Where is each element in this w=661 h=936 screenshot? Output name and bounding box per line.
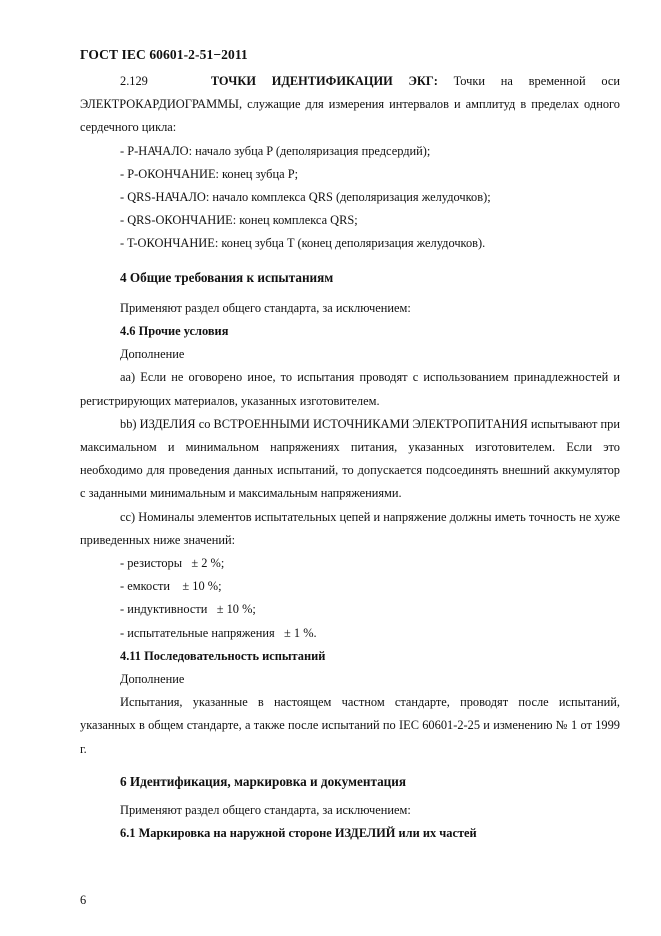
document-header: ГОСТ IEC 60601-2-51−2011	[80, 47, 248, 62]
tolerance-item: - резисторы ± 2 %;	[120, 556, 225, 571]
list-item: - QRS-ОКОНЧАНИЕ: конец комплекса QRS;	[120, 213, 358, 228]
definition-text: Точки на временной оси ЭЛЕКТРОКАРДИОГРАММЫ, служащие для измерения интервалов и амплитуд в пределах одного сердечного цикла:	[80, 74, 620, 135]
definition-2-129	[80, 70, 620, 140]
subsection-heading-6-1: 6.1 Маркировка на наружной стороне ИЗДЕЛИЙ или их частей	[120, 826, 477, 841]
tolerance-item: - индуктивности ± 10 %;	[120, 602, 256, 617]
paragraph-cc: cc) Номиналы элементов испытательных цепей и напряжение должны иметь точность не хуже приведенных ниже значений:	[80, 509, 620, 547]
definition-term: ТОЧКИ ИДЕНТИФИКАЦИИ ЭКГ:	[210, 74, 438, 88]
tolerance-item: - испытательные напряжения ± 1 %.	[120, 625, 317, 640]
subsection-heading-4-6: 4.6 Прочие условия	[120, 324, 229, 339]
section-intro: Применяют раздел общего стандарта, за исключением:	[120, 803, 411, 818]
definition-number: 2.129	[120, 74, 148, 88]
addition-label: Дополнение	[120, 347, 185, 362]
tolerance-item: - емкости ± 10 %;	[120, 579, 222, 594]
page-number: 6	[80, 893, 87, 907]
section-heading-4: 4 Общие требования к испытаниям	[120, 269, 334, 285]
list-item: - P-НАЧАЛО: начало зубца P (деполяризация предсердий);	[120, 143, 431, 158]
paragraph-bb: bb) ИЗДЕЛИЯ со ВСТРОЕННЫМИ ИСТОЧНИКАМИ ЭЛЕКТРОПИТАНИЯ испытывают при максимальном и минимальном напряжениях питания, указанных изготовителем. Если это необходимо для проведения данных испытаний, то допускается подсоединять внешний аккумулятор с заданными минимальным и максимальным напряжениями.	[80, 416, 620, 501]
list-item: - P-ОКОНЧАНИЕ: конец зубца P;	[120, 166, 299, 181]
paragraph-sequence: Испытания, указанные в настоящем частном стандарте, проводят после испытаний, указанных в общем стандарте, а также после испытаний по IEC 60601-2-25 и изменению № 1 от 1999 г.	[80, 695, 620, 756]
list-item: - QRS-НАЧАЛО: начало комплекса QRS (деполяризация желудочков);	[120, 190, 491, 205]
section-intro: Применяют раздел общего стандарта, за исключением:	[120, 300, 411, 315]
addition-label: Дополнение	[120, 672, 185, 687]
paragraph-aa: aa) Если не оговорено иное, то испытания проводят с использованием принадлежностей и регистрирующих материалов, указанных изготовителем.	[80, 370, 620, 408]
document-body	[80, 70, 620, 846]
subsection-heading-4-11: 4.11 Последовательность испытаний	[120, 648, 326, 663]
list-item: - T-ОКОНЧАНИЕ: конец зубца T (конец деполяризация желудочков).	[120, 236, 486, 251]
section-heading-6: 6 Идентификация, маркировка и документация	[120, 773, 407, 789]
